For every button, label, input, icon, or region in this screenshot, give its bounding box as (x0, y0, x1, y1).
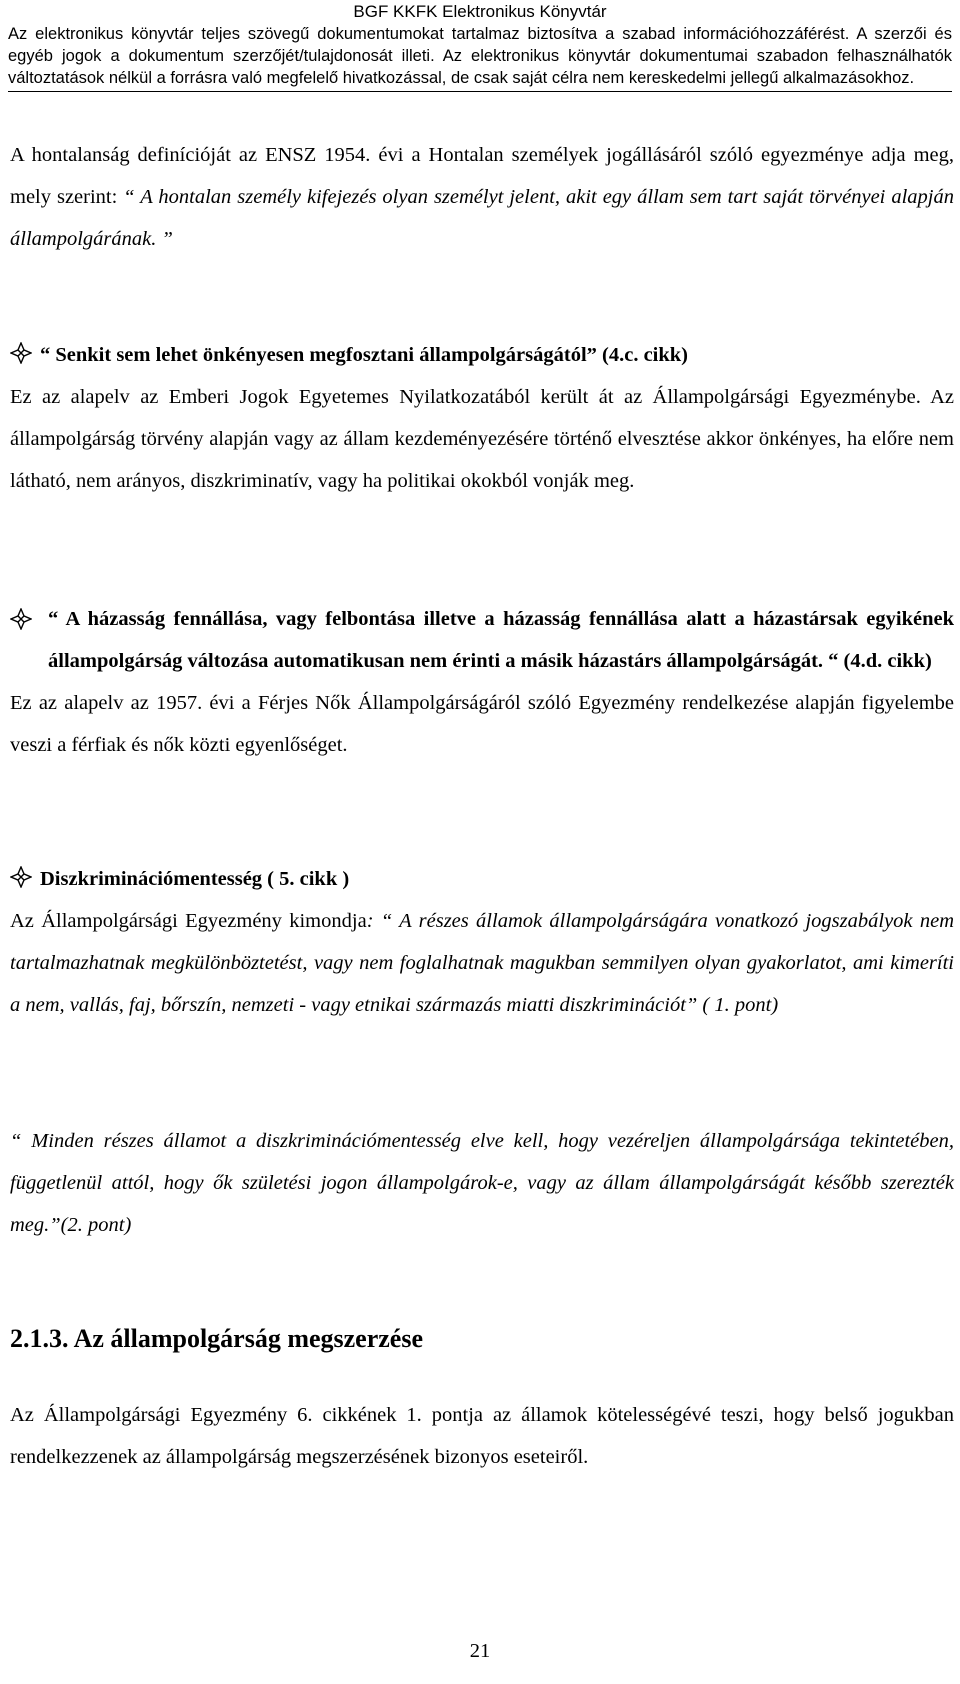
bullet-2-body: Ez az alapelv az 1957. évi a Férjes Nők Állampolgárságáról szóló Egyezmény rendelkezése alapján figyelembe veszi a férfiak és nők közti egyenlőséget. (10, 692, 954, 756)
document-header (8, 0, 952, 92)
quote-paragraph-2 (10, 1120, 954, 1246)
four-petal-diamond-icon (10, 608, 32, 630)
bullet-section-3 (10, 858, 954, 1026)
intro-text: A hontalanság definícióját az ENSZ 1954. évi a Hontalan személyek jogállásáról szóló egyezménye adja meg, mely szerint: (10, 144, 954, 208)
section-body (10, 1394, 954, 1478)
bullet-1-heading: “ Senkit sem lehet önkényesen megfosztani állampolgárságától” (4.c. cikk) (40, 344, 688, 366)
four-petal-diamond-icon (10, 866, 32, 888)
intro-paragraph (10, 134, 954, 260)
section-heading: 2.1.3. Az állampolgárság megszerzése (10, 1324, 424, 1353)
section-body-text: Az Állampolgársági Egyezmény 6. cikkének 1. pontja az államok kötelességévé teszi, hogy belső jogukban rendelkezzenek az állampolgárság megszerzésének bizonyos eseteiről. (10, 1404, 954, 1468)
library-title: BGF KKFK Elektronikus Könyvtár (353, 2, 607, 21)
four-petal-diamond-icon (10, 342, 32, 364)
bullet-section-2 (10, 598, 954, 766)
copyright-notice: Az elektronikus könyvtár teljes szövegű dokumentumokat tartalmaz biztosítva a szabad információhozzáférést. A szerzői és egyéb jogok a dokumentum szerzőjét/tulajdonosát illeti. Az elektronikus könyvtár dokumentumai szabadon felhasználhatók változtatások nélkül a forrásra való megfelelő hivatkozással, de csak saját célra nem kereskedelmi jellegű alkalmazásokhoz. (8, 25, 952, 87)
quote-2-text: “ Minden részes államot a diszkriminációmentesség elve kell, hogy vezéreljen állampolgársága tekintetében, függetlenül attól, hogy ők születési jogon állampolgárok-e, vagy az állam állampolgárságát később szerezték meg.”(2. pont) (10, 1130, 954, 1236)
bullet-3-lead: Az Állampolgársági Egyezmény kimondja (10, 910, 367, 932)
bullet-3-heading: Diszkriminációmentesség ( 5. cikk ) (40, 868, 350, 890)
bullet-1-body: Ez az alapelv az Emberi Jogok Egyetemes Nyilatkozatából került át az Állampolgársági Egyezménybe. Az állampolgárság törvény alapján vagy az állam kezdeményezésére történő elvesztése akkor önkényes, ha előre nem látható, nem arányos, diszkriminatív, vagy ha politikai okokból vonják meg. (10, 386, 954, 492)
intro-quote: “ A hontalan személy kifejezés olyan személyt jelent, akit egy állam sem tart saját törvényei alapján állampolgárának. ” (10, 186, 954, 250)
bullet-section-1 (10, 334, 954, 502)
bullet-2-heading: “ A házasság fennállása, vagy felbontása illetve a házasság fennállása alatt a házastársak egyikének állampolgárság változása automatikusan nem érinti a másik házastárs állampolgárságát. “ (4.d. cikk) (48, 608, 954, 672)
page-number: 21 (469, 1640, 491, 1662)
bullet-3-quote: : “ A részes államok állampolgárságára vonatkozó jogszabályok nem tartalmazhatnak megkülönböztetést, vagy nem foglalhatnak magukban semmilyen olyan gyakorlatot, ami kimeríti a nem, vallás, faj, bőrszín, nemzeti - vagy etnikai származás miatti diszkriminációt” ( 1. pont) (10, 910, 954, 1016)
